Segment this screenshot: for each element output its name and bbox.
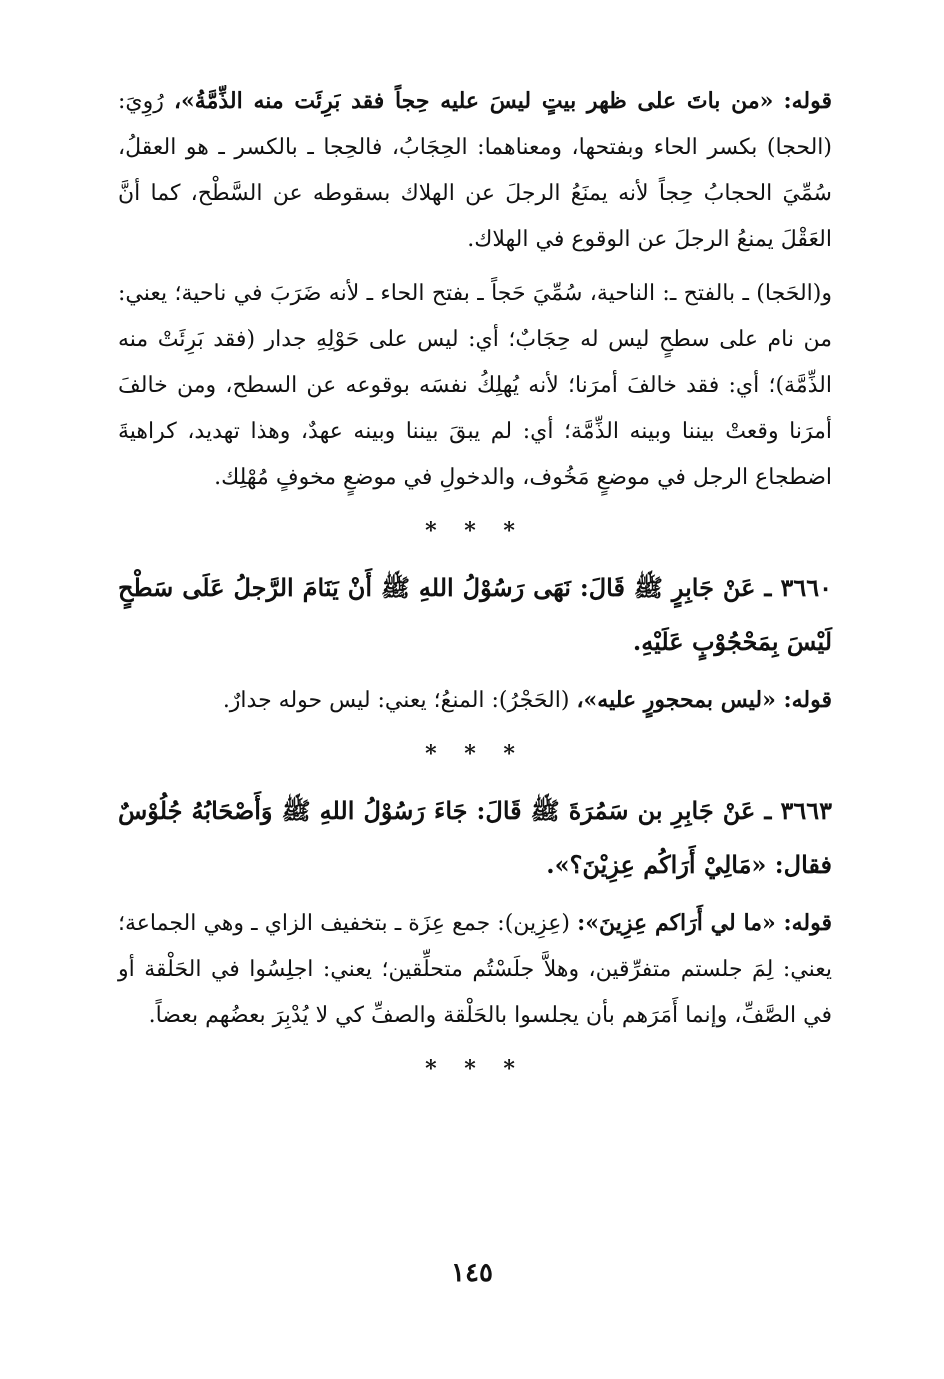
section-separator: * * * <box>425 741 525 767</box>
commentary-quote: «من باتَ على ظهر بيتٍ ليسَ عليه حِجاً فقد بَرِئَت منه الذِّمَّةُ»، <box>173 88 774 114</box>
commentary-text: و(الحَجا) ـ بالفتح ـ: الناحية، سُمِّيَ حَجاً ـ بفتح الحاء ـ لأنه ضَرَبَ في ناحية؛ يعني: من نام على سطحٍ ليس له حِجَابٌ؛ أي: ليس على حَوْلِهِ جدار (فقد بَرِئَتْ منه الذِّمَّة)؛ أي: فقد خالفَ أمرَنا؛ لأنه يُهلِكُ نفسَه بوقوعه عن السطح، ومن خالفَ أمرَنا وقعتْ بيننا وبينه الذِّمَّة؛ أي: لم يبقَ بيننا وبينه عهدٌ، وهذا تهديد، كراهيةَ اضطجاع الرجل في موضعٍ مَخُوف، والدخولِ في موضعٍ مخوفٍ مُهْلِك. <box>118 281 832 490</box>
commentary-paragraph-2 <box>118 271 832 501</box>
commentary-text: (عِزِين): جمع عِزَة ـ بتخفيف الزاي ـ وهي الجماعة؛ يعني: لِمَ جلستم متفرِّقين، وهلاَّ جلَسْتُم متحلِّقين؛ يعني: اجلِسُوا في الحَلْقة أو في الصَّفِّ، وإنما أَمَرَهم بأن يجلسوا بالحَلْقة والصفِّ كي لا يُدْبِرَ بعضُهم بعضاً. <box>118 911 832 1028</box>
hadith-3660: ٣٦٦٠ ـ عَنْ جَابِرٍ ﷺ قَالَ: نَهَى رَسُوْلُ اللهِ ﷺ أَنْ يَنَامَ الرَّجلُ عَلَى سَطْحٍ لَيْسَ بِمَحْجُوْبٍ عَلَيْهِ. <box>118 573 832 656</box>
commentary-paragraph-4 <box>118 900 832 1039</box>
commentary-text: رُوِيَ: (الحجا) بكسر الحاء وبفتحها، ومعناهما: الحِجَابُ، فالحِجا ـ بالكسر ـ هو العقلُ، سُمِّيَ الحجابُ حِجاً لأنه يمنَعُ الرجلَ عن الهلاك بسقوطه عن السَّطْح، كما أنَّ العَقْلَ يمنعُ الرجلَ عن الوقوع في الهلاك. <box>118 89 832 252</box>
commentary-paragraph-1 <box>118 78 832 263</box>
page-number: ١٤٥ <box>451 1258 493 1288</box>
section-separator: * * * <box>425 518 525 544</box>
section-separator: * * * <box>425 1056 525 1082</box>
commentary-intro: قوله: «ليس بمحجورٍ عليه»، <box>576 687 832 713</box>
commentary-intro: قوله: «ما لي أَرَاكم عِزِينَ»: <box>577 910 833 936</box>
commentary-text: (الحَجْرُ): المنعُ؛ يعني: ليس حوله جدارٌ. <box>222 688 570 713</box>
commentary-intro: قوله: <box>783 88 832 114</box>
page-body <box>118 78 832 1099</box>
hadith-3663: ٣٦٦٣ ـ عَنْ جَابِرِ بن سَمُرَةَ ﷺ قَالَ: جَاءَ رَسُوْلُ اللهِ ﷺ وَأَصْحَابُهُ جُلُوْسٌ فقال: «مَالِيْ أَرَاكُم عِزِيْنَ؟». <box>118 796 832 879</box>
commentary-paragraph-3 <box>118 677 832 724</box>
